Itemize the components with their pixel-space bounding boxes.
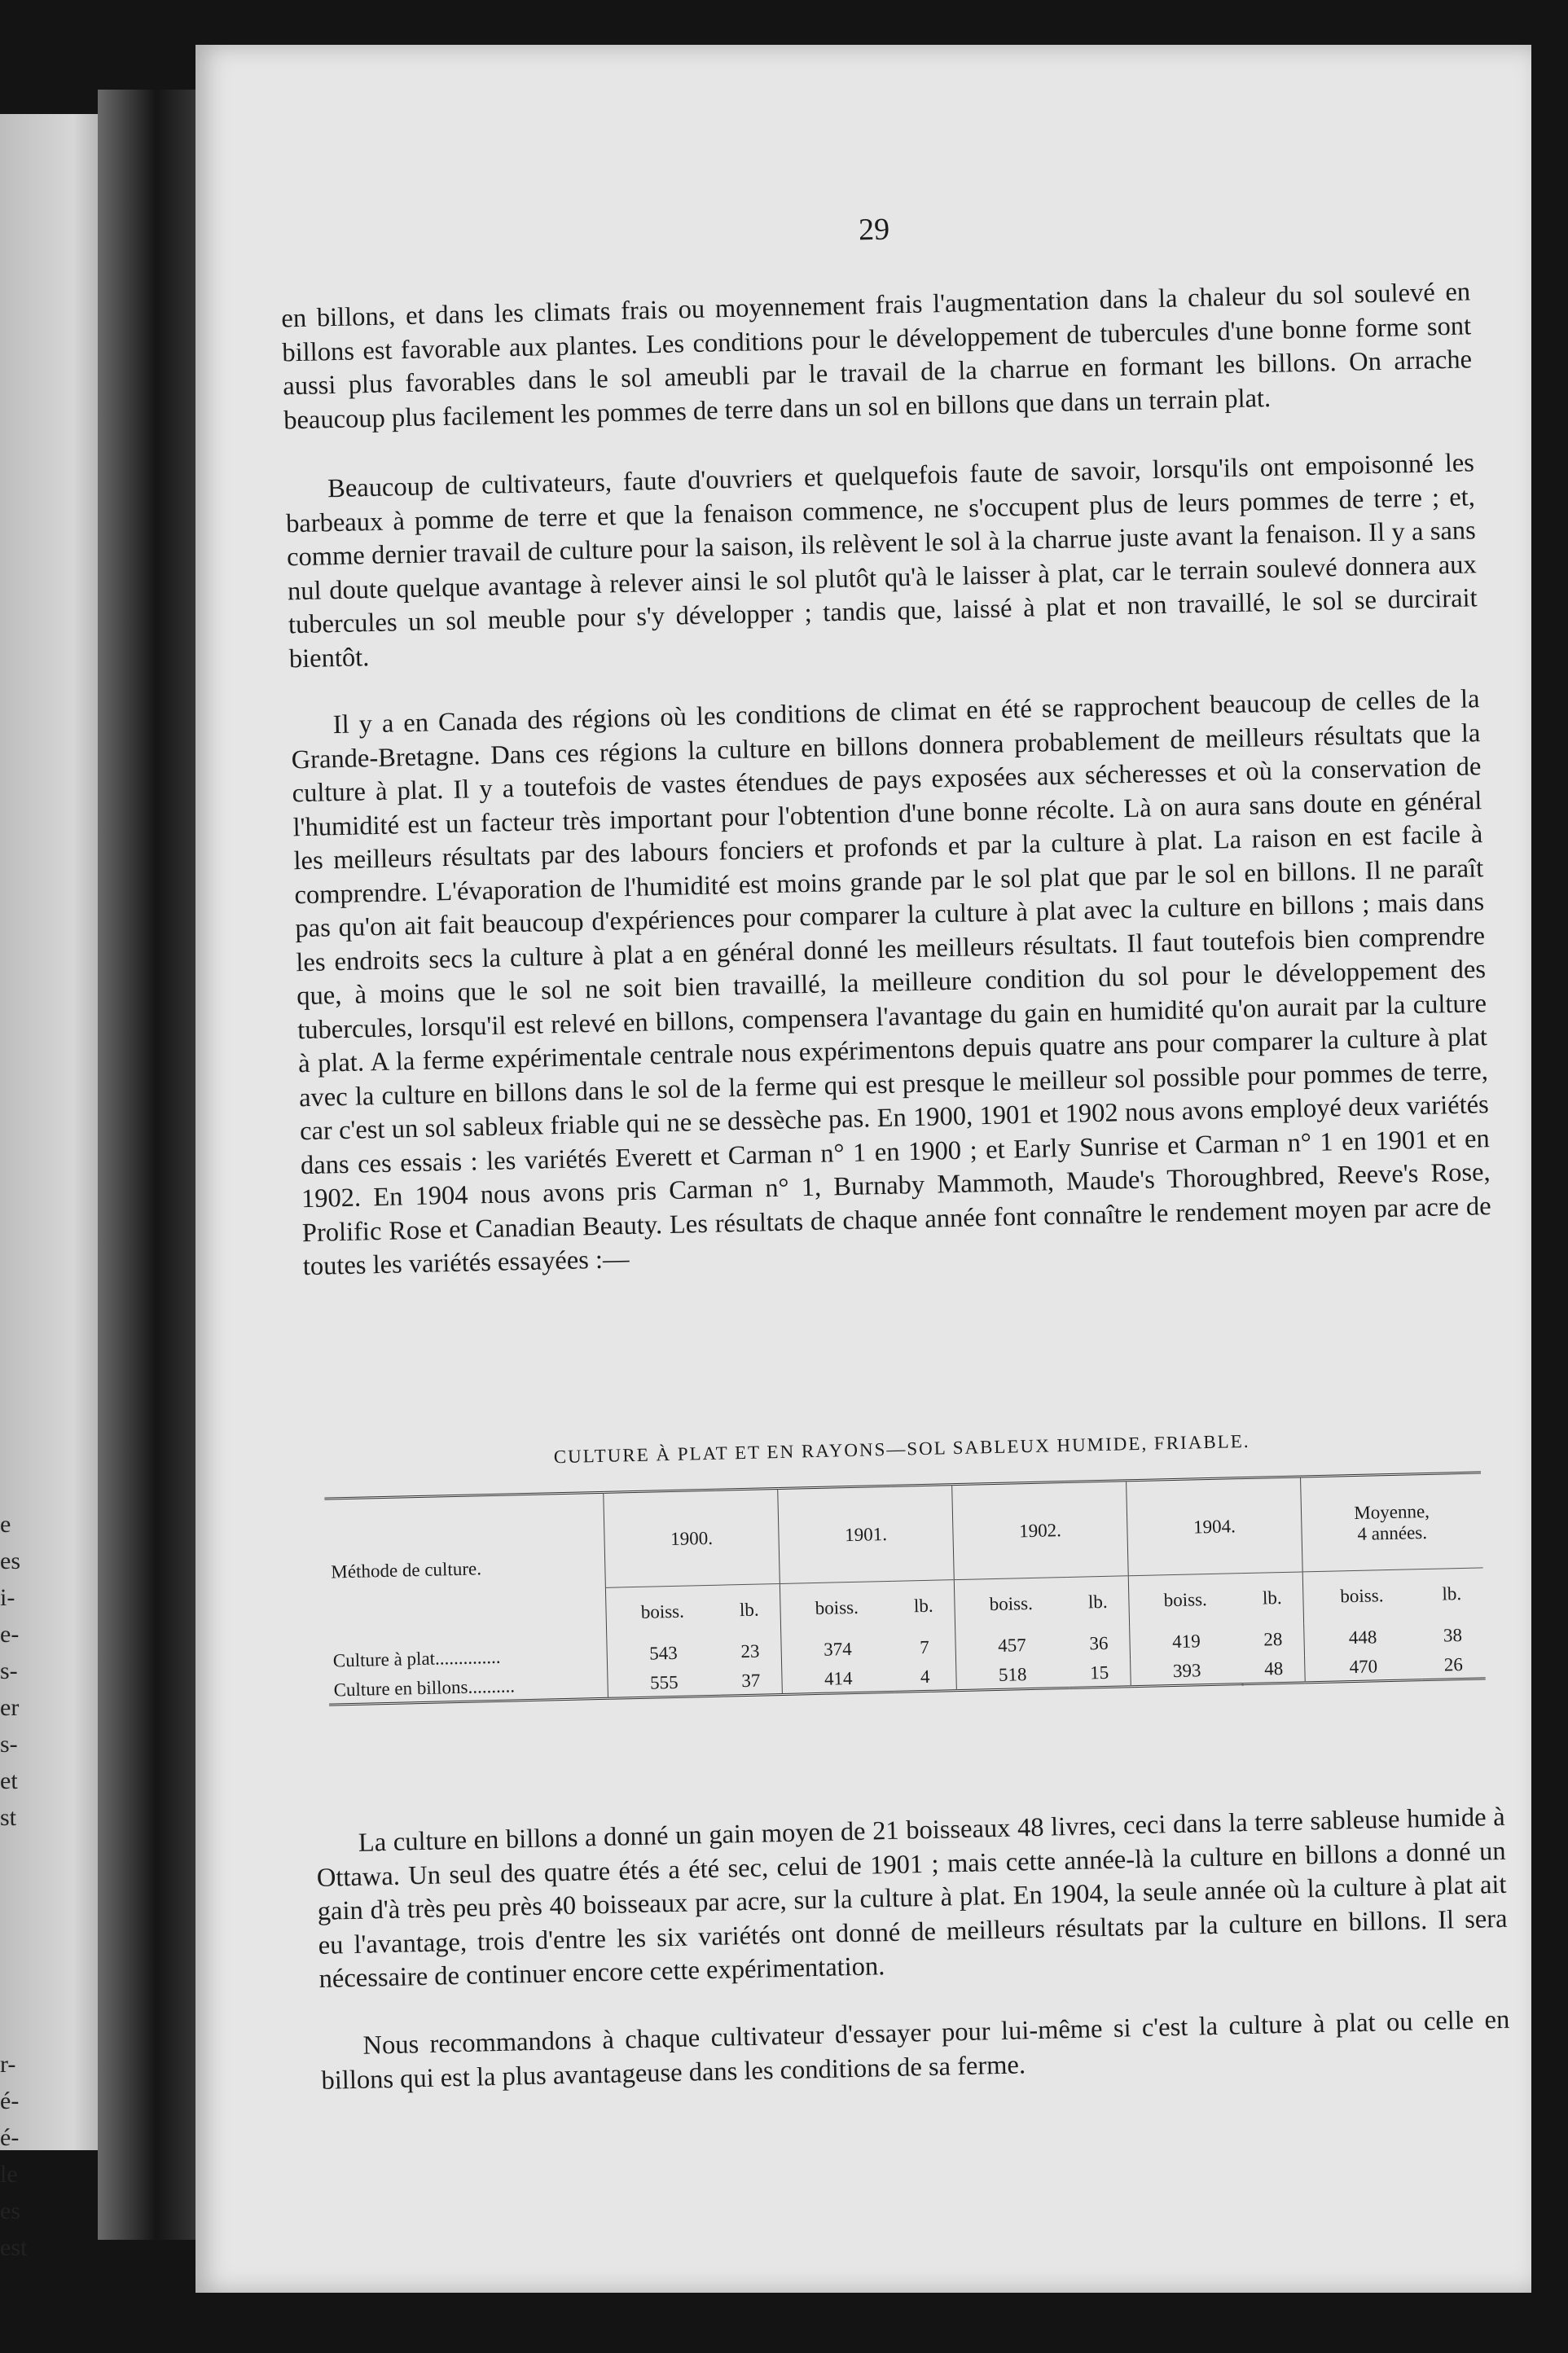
cell-lb: 23 — [740, 1640, 760, 1662]
left-page-fragment: le — [0, 2161, 18, 2188]
year-header-1900: 1900. — [604, 1489, 780, 1588]
cell-average-boiss: 448 — [1304, 1620, 1421, 1655]
cell-lb: 15 — [1069, 1659, 1131, 1688]
cell-boiss: 518 — [956, 1661, 1069, 1691]
cell-lb: 28 — [1263, 1629, 1283, 1650]
left-page-fragment: et — [0, 1767, 18, 1794]
page-number: 29 — [858, 212, 890, 248]
unit-boiss: boiss. — [1128, 1574, 1241, 1627]
average-header-line2: 4 années. — [1357, 1521, 1428, 1544]
left-page-fragment: es — [0, 1547, 20, 1574]
book-spine-shadow — [98, 90, 204, 2240]
cell-lb: 37 — [720, 1667, 783, 1696]
left-page-fragment: r- — [0, 2051, 16, 2078]
unit-boiss: boiss. — [954, 1578, 1067, 1631]
unit-boiss: boiss. — [605, 1585, 718, 1639]
cell-lb: 48 — [1243, 1655, 1306, 1684]
paragraph-3: Il y a en Canada des régions où les conditions de climat en été se rapprochent beaucoup de celles de la Grande-Bretagne. Dans ces régions la culture en billons donnera probablement de meilleurs résultats que la culture à plat. Il y a toutefois de vastes étendues de pays exposées aux sécheresses et où la conservation de l'humidité est un facteur très important pour l'obtention d'une bonne récolte. Là on aura sans doute en général les meilleurs résultats par des labours fonciers et profonds et par la culture à plat. La raison en est facile à comprendre. L'évaporation de l'humidité est moins grande par le sol plat que par le sol en billons. Il ne paraît pas qu'on ait fait beaucoup d'expériences pour comparer la culture à plat avec la culture en billons ; mais dans les endroits secs la culture à plat a en général donné les meilleurs résultats. Il faut toutefois bien comprendre que, à moins que le sol ne soit bien travaillé, la meilleure condition du sol pour le développement des tubercules, lorsqu'il est relevé en billons, compensera l'avantage du gain en humidité qu'on aurait par la culture à plat. A la ferme expérimentale centrale nous expérimentons depuis quatre ans pour comparer la culture à plat avec la culture en billons dans le sol de la ferme qui est presque le meilleur sol possible pour pommes de terre, car c'est un sol sableux friable qui ne se dessèche pas. En 1900, 1901 et 1902 nous avons employé deux variétés dans ces essais : les variétés Everett et Carman n° 1 en 1900 ; et Early Sunrise et Carman n° 1 en 1901 et en 1902. En 1904 nous avons pris Carman n° 1, Burnaby Mammoth, Maude's Thoroughbred, Reeve's Rose, Prolific Rose et Canadian Beauty. Les résultats de chaque année font connaître le rendement moyen par acre de toutes les variétés essayées :— — [291, 684, 1491, 1282]
cell-lb: 4 — [894, 1663, 957, 1692]
unit-boiss: boiss. — [1302, 1569, 1421, 1623]
year-header-1904: 1904. — [1127, 1477, 1303, 1576]
left-page-fragment: i- — [0, 1584, 15, 1611]
cell-boiss: 414 — [782, 1665, 895, 1695]
document-page — [195, 45, 1531, 2293]
row-label: Culture en billons.......... — [328, 1671, 608, 1705]
table-title: CULTURE À PLAT ET EN RAYONS—SOL SABLEUX HUMIDE, FRIABLE. — [553, 1430, 1250, 1468]
left-page-fragment: s- — [0, 1657, 18, 1684]
cell-boiss: 555 — [608, 1669, 721, 1699]
unit-lb: lb. — [1241, 1572, 1303, 1624]
cell-boiss: 457 — [955, 1628, 1069, 1663]
left-page-fragment: est — [0, 2234, 28, 2261]
average-header — [1301, 1473, 1483, 1572]
cell-lb: 7 — [919, 1636, 929, 1658]
paragraph-1: en billons, et dans les climats frais ou moyennement frais l'augmentation dans la chaleur du sol soulevé en billons est favorable aux plantes. Les conditions pour le développement de tubercules d'une bonne forme sont aussi plus favorables dans le sol ameubli par le travail de la charrue en formant les billons. On arrache beaucoup plus facilement les pommes de terre dans un sol en billons que dans un terrain plat. — [281, 277, 1473, 435]
cell-boiss: 419 — [1130, 1624, 1243, 1659]
left-page-fragment: é- — [0, 2087, 20, 2114]
results-table — [324, 1471, 1485, 1705]
cell-average-boiss: 470 — [1305, 1653, 1422, 1683]
paragraph-2: Beaucoup de cultivateurs, faute d'ouvriers et quelquefois faute de savoir, lorsqu'ils ont empoisonné les barbeaux à pomme de terre et que la fenaison commence, ne s'occupent plus de leurs pommes de terre ; et, comme dernier travail de culture pour la saison, ils relèvent le sol à la charrue juste avant la fenaison. Il y a sans nul doute quelque avantage à relever ainsi le sol plutôt qu'à le laisser à plat, car le terrain soulevé donnera aux tubercules un sol meuble pour s'y développer ; tandis que, laissé à plat et non travaillé, le sol se durcirait bientôt. — [285, 448, 1478, 674]
unit-lb: lb. — [718, 1583, 780, 1635]
left-page-fragment: e — [0, 1511, 11, 1538]
unit-lb: lb. — [892, 1580, 955, 1632]
left-page-fragment: er — [0, 1694, 20, 1721]
cell-boiss: 543 — [607, 1636, 720, 1671]
left-page-fragment: é- — [0, 2124, 20, 2151]
cell-average-lb: 38 — [1443, 1625, 1463, 1646]
unit-lb: lb. — [1066, 1576, 1129, 1628]
paragraph-5: Nous recommandons à chaque cultivateur d'essayer pour lui-même si c'est la culture à plat ou celle en billons qui est la plus avantageuse dans les conditions de sa ferme. — [321, 2004, 1510, 2096]
left-page-fragment: es — [0, 2197, 20, 2224]
paragraph-4: La culture en billons a donné un gain moyen de 21 boisseaux 48 livres, ceci dans la terre sableuse humide à Ottawa. Un seul des quatre étés a été sec, celui de 1901 ; mais cette année-là la culture en billons a donné un gain d'à très peu près 40 boisseaux par acre, sur la culture à plat. En 1904, la seule année où la culture à plat ait eu l'avantage, trois d'entre les six variétés ont donné de meilleurs résultats par la culture en billons. Il sera nécessaire de continuer encore cette expérimentation. — [316, 1802, 1508, 1994]
left-page-fragment: st — [0, 1804, 17, 1831]
cell-boiss: 374 — [781, 1632, 894, 1667]
left-page-fragment: e- — [0, 1621, 20, 1648]
left-page-fragment: s- — [0, 1731, 18, 1758]
unit-lb: lb. — [1420, 1568, 1484, 1620]
year-header-1902: 1902. — [952, 1481, 1129, 1580]
unit-boiss: boiss. — [780, 1581, 893, 1635]
cell-average-lb: 26 — [1421, 1651, 1486, 1679]
cell-boiss: 393 — [1131, 1657, 1244, 1687]
method-header: Méthode de culture. — [324, 1492, 606, 1644]
year-header-1901: 1901. — [778, 1485, 955, 1584]
average-header-line1: Moyenne, — [1354, 1500, 1430, 1523]
cell-lb: 36 — [1089, 1632, 1109, 1654]
page-content — [275, 31, 1510, 2096]
row-label: Culture à plat.............. — [332, 1646, 501, 1671]
